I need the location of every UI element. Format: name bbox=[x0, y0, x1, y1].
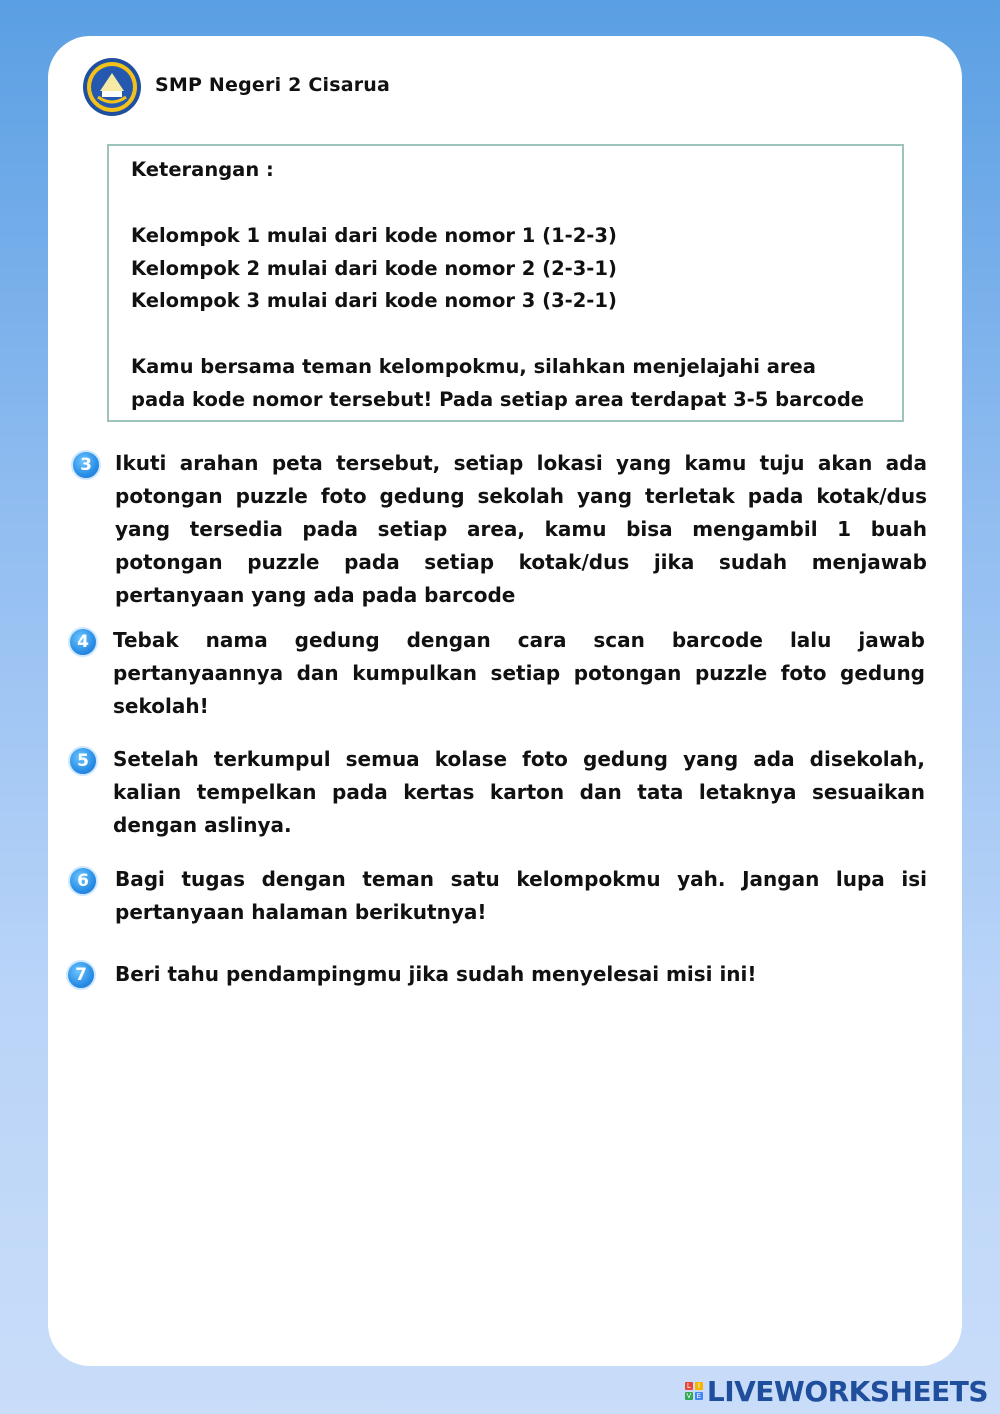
step-number-badge: 3 bbox=[71, 450, 101, 480]
info-box bbox=[107, 144, 904, 422]
step-text: Setelah terkumpul semua kolase foto gedung yang ada disekolah, kalian tempelkan pada kertas karton dan tata letaknya sesuaikan dengan aslinya. bbox=[113, 747, 925, 837]
school-name: SMP Negeri 2 Cisarua bbox=[155, 74, 391, 96]
group-line-3: Kelompok 3 mulai dari kode nomor 3 (3-2-1) bbox=[131, 289, 617, 312]
step-text: Ikuti arahan peta tersebut, setiap lokasi yang kamu tuju akan ada potongan puzzle foto gedung sekolah yang terletak pada kotak/dus yang tersedia pada setiap area, kamu bisa mengambil 1 buah potongan puzzle pada setiap kotak/dus jika sudah menjawab pertanyaan yang ada pada barcode bbox=[115, 451, 927, 607]
step-number-badge: 6 bbox=[68, 866, 98, 896]
step-number-badge: 5 bbox=[68, 746, 98, 776]
step-text: Bagi tugas dengan teman satu kelompokmu yah. Jangan lupa isi pertanyaan halaman berikutnya! bbox=[115, 867, 927, 924]
step-text: Tebak nama gedung dengan cara scan barcode lalu jawab pertanyaannya dan kumpulkan setiap potongan puzzle foto gedung sekolah! bbox=[113, 628, 925, 718]
liveworksheets-logo-icon: L I V E bbox=[686, 1382, 702, 1400]
note-line-2: pada kode nomor tersebut! Pada setiap area terdapat 3-5 barcode bbox=[131, 388, 865, 411]
step-number-badge: 7 bbox=[66, 960, 96, 990]
liveworksheets-watermark bbox=[685, 1374, 988, 1408]
note-line-1: Kamu bersama teman kelompokmu, silahkan menjelajahi area bbox=[131, 355, 816, 378]
watermark-text: LIVEWORKSHEETS bbox=[706, 1374, 988, 1408]
step-number-badge: 4 bbox=[68, 627, 98, 657]
school-emblem-icon bbox=[82, 57, 142, 117]
group-line-1: Kelompok 1 mulai dari kode nomor 1 (1-2-3) bbox=[131, 224, 617, 247]
group-line-2: Kelompok 2 mulai dari kode nomor 2 (2-3-1) bbox=[131, 257, 617, 280]
step-text: Beri tahu pendampingmu jika sudah menyelesai misi ini! bbox=[115, 962, 757, 986]
info-title: Keterangan : bbox=[131, 158, 274, 181]
